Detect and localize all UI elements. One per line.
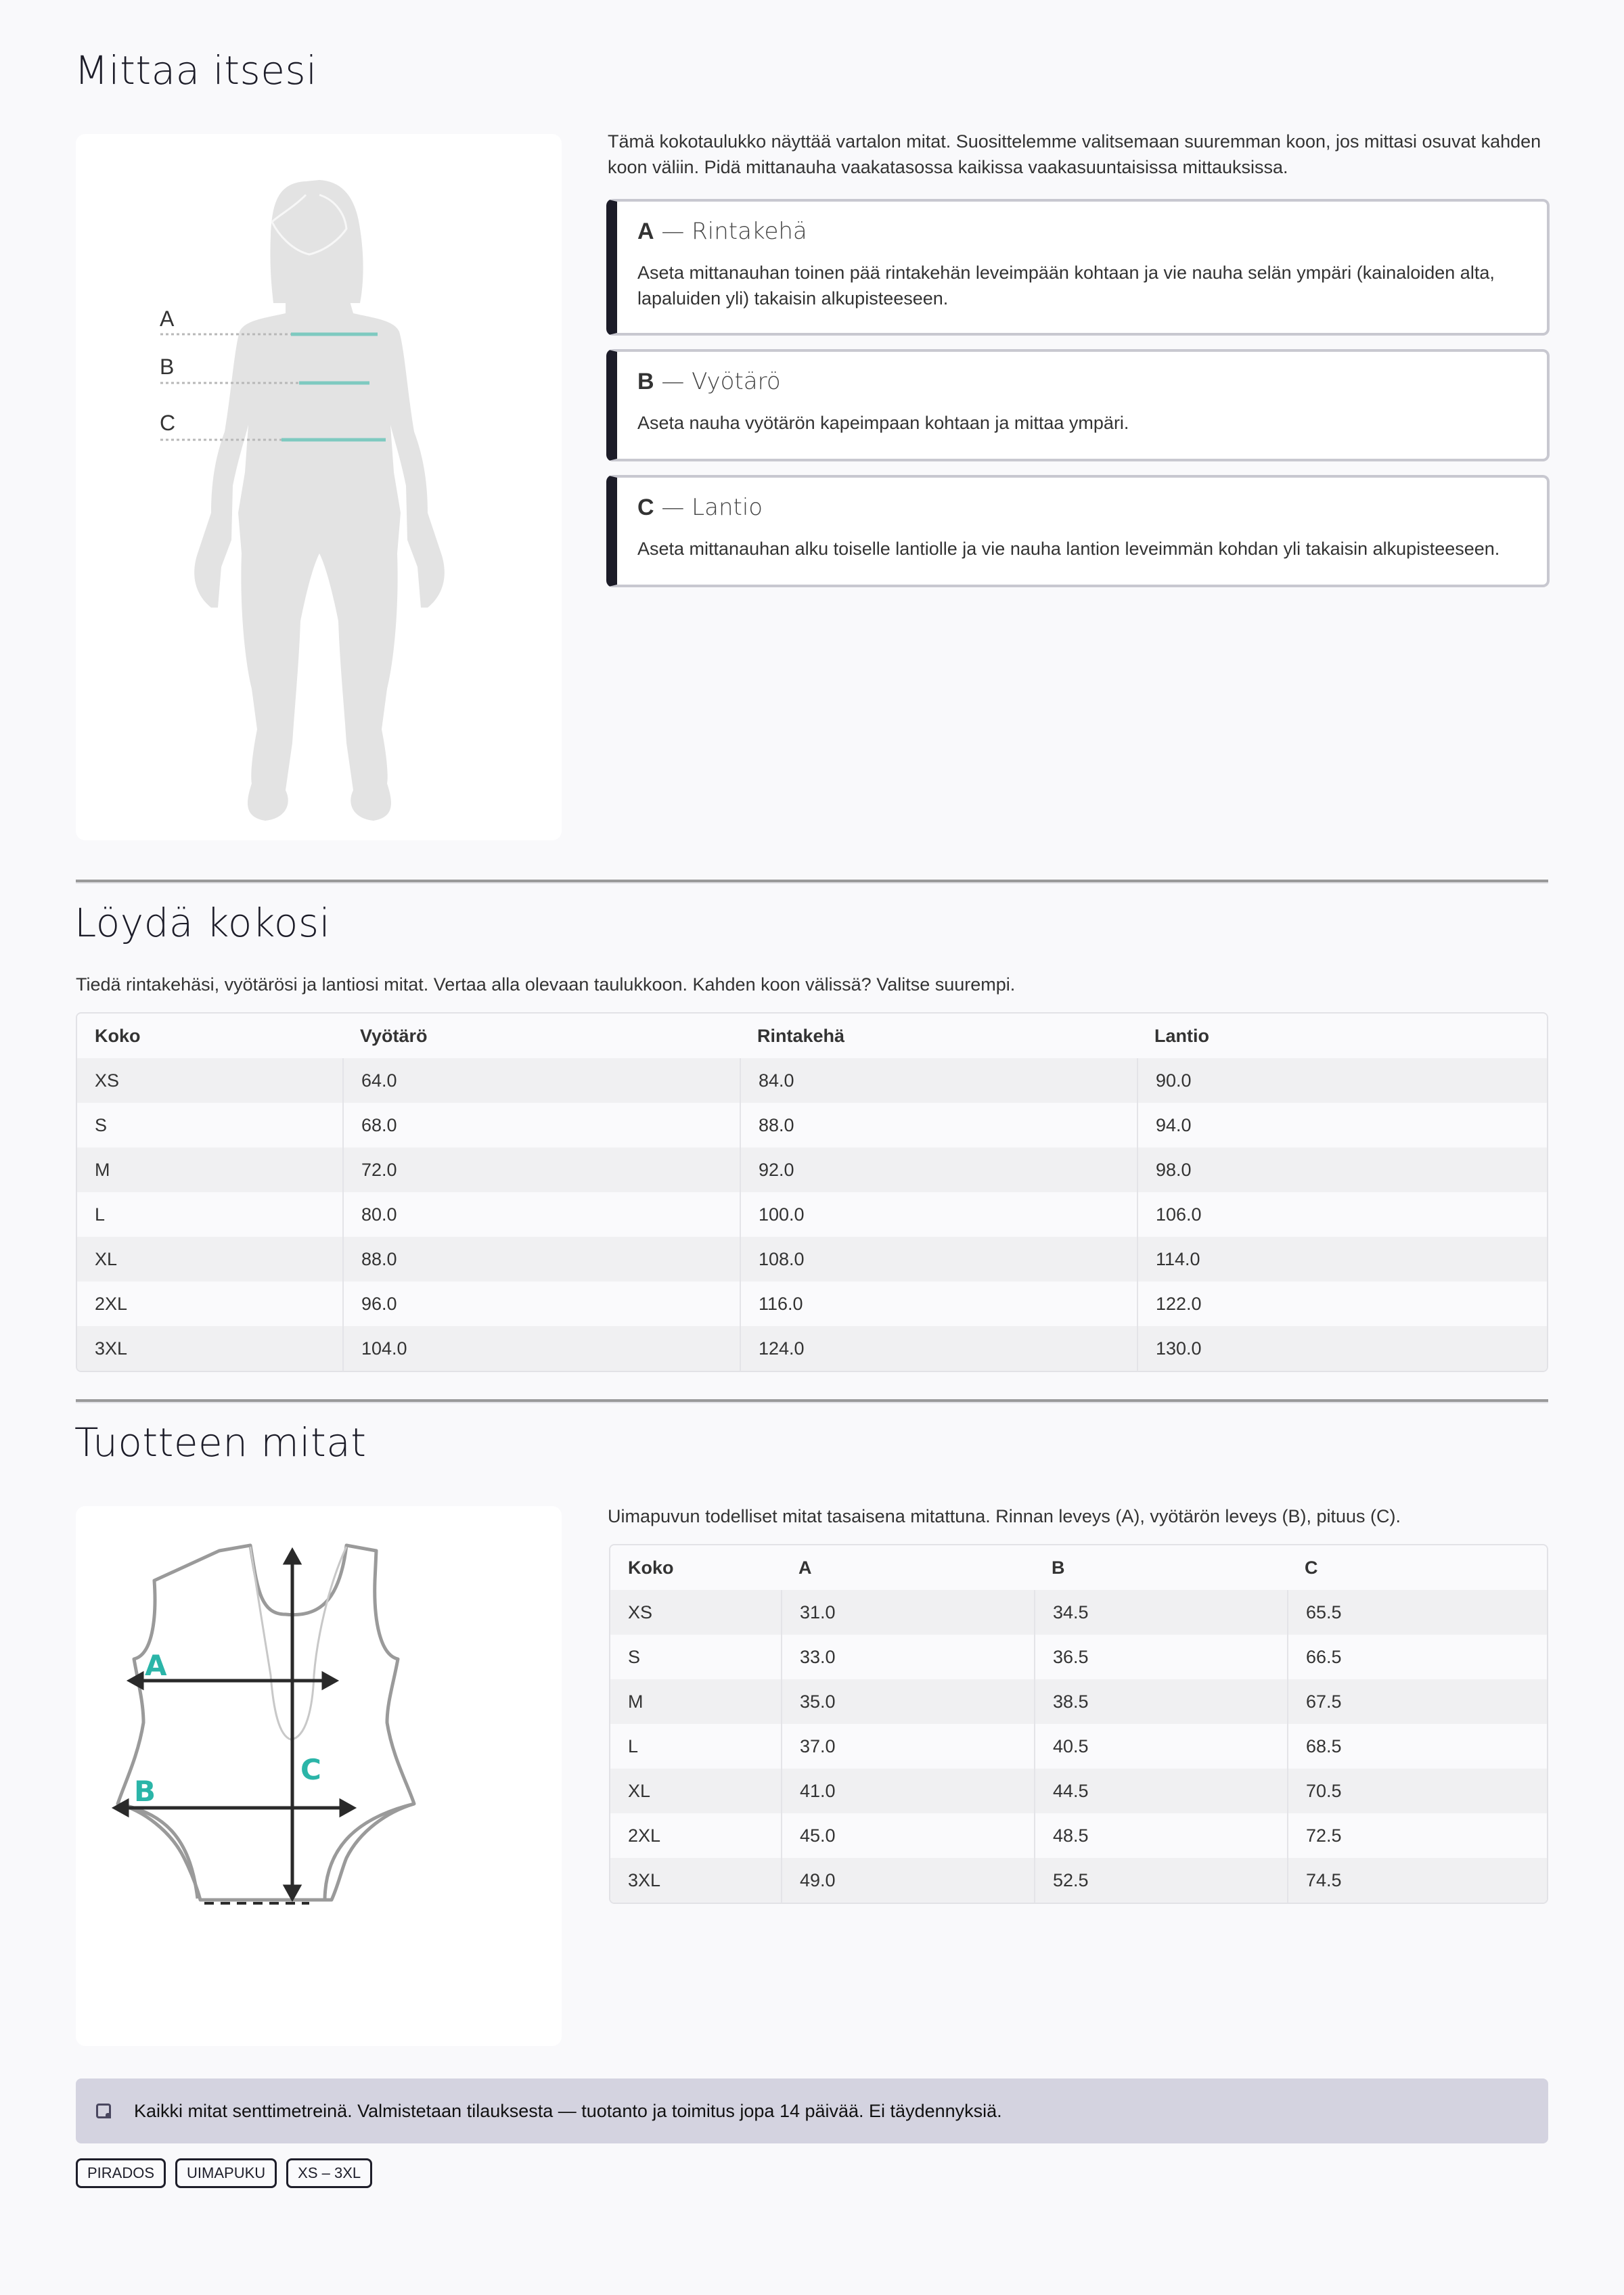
value-cell: 88.0 [342, 1237, 740, 1281]
value-cell: 72.0 [342, 1148, 740, 1192]
value-cell: 33.0 [781, 1635, 1034, 1679]
tag-brand: PIRADOS [76, 2158, 166, 2188]
value-cell: 74.5 [1287, 1858, 1547, 1903]
table-header-row [77, 1014, 1547, 1058]
value-cell: 84.0 [740, 1058, 1137, 1103]
tag-list [76, 2158, 372, 2188]
table-row [610, 1724, 1547, 1769]
value-cell: 98.0 [1137, 1148, 1547, 1192]
value-cell: 64.0 [342, 1058, 740, 1103]
value-cell: 68.0 [342, 1103, 740, 1148]
value-cell: 44.5 [1034, 1769, 1287, 1813]
size-cell: 3XL [77, 1326, 342, 1371]
size-cell: 3XL [610, 1858, 781, 1903]
size-cell: XL [77, 1237, 342, 1281]
value-cell: 122.0 [1137, 1281, 1547, 1326]
tag-size-range: XS – 3XL [286, 2158, 372, 2188]
value-cell: 108.0 [740, 1237, 1137, 1281]
value-cell: 130.0 [1137, 1326, 1547, 1371]
column-header: Koko [610, 1545, 781, 1590]
figure-label-c: C [160, 411, 176, 435]
table-row [77, 1326, 1547, 1371]
value-cell: 100.0 [740, 1192, 1137, 1237]
value-cell: 116.0 [740, 1281, 1137, 1326]
table-row [77, 1281, 1547, 1326]
table-row [77, 1058, 1547, 1103]
size-cell: S [77, 1103, 342, 1148]
measure-section-title: Mittaa itsesi [74, 47, 317, 93]
value-cell: 67.5 [1287, 1679, 1547, 1724]
measure-card-text: Aseta nauha vyötärön kapeimpaan kohtaan ja mittaa ympäri. [637, 413, 1129, 433]
section-divider [76, 880, 1548, 882]
info-note-text: Kaikki mitat senttimetreinä. Valmistetaan tilauksesta — tuotanto ja toimitus jopa 14 päivää. Ei täydennyksiä. [134, 2100, 1002, 2121]
table-row [77, 1192, 1547, 1237]
value-cell: 37.0 [781, 1724, 1034, 1769]
measure-card-title: B — Vyötärö [637, 368, 781, 395]
measure-card-a [606, 199, 1550, 336]
value-cell: 92.0 [740, 1148, 1137, 1192]
value-cell: 124.0 [740, 1326, 1137, 1371]
arrow-c [286, 1551, 299, 1899]
product-intro: Uimapuvun todelliset mitat tasaisena mitattuna. Rinnan leveys (A), vyötärön leveys (B), pituus (C). [608, 1506, 1401, 1526]
size-cell: XS [77, 1058, 342, 1103]
table-row [610, 1813, 1547, 1858]
value-cell: 31.0 [781, 1590, 1034, 1635]
table-row [610, 1590, 1547, 1635]
column-header: C [1287, 1545, 1547, 1590]
size-cell: S [610, 1635, 781, 1679]
value-cell: 48.5 [1034, 1813, 1287, 1858]
value-cell: 35.0 [781, 1679, 1034, 1724]
body-size-table [76, 1012, 1548, 1372]
value-cell: 38.5 [1034, 1679, 1287, 1724]
figure-label-c: C [300, 1753, 321, 1786]
value-cell: 40.5 [1034, 1724, 1287, 1769]
value-cell: 72.5 [1287, 1813, 1547, 1858]
sticky-note-icon [96, 2104, 111, 2118]
table-row [610, 1635, 1547, 1679]
measure-card-title: C — Lantio [637, 494, 763, 521]
size-intro: Tiedä rintakehäsi, vyötärösi ja lantiosi mitat. Vertaa alla olevaan taulukkoon. Kahden koon välissä? Valitse suurempi. [76, 974, 1016, 995]
table-row [77, 1148, 1547, 1192]
value-cell: 52.5 [1034, 1858, 1287, 1903]
figure-label-b: B [134, 1775, 156, 1808]
table-row [610, 1769, 1547, 1813]
column-header: Rintakehä [740, 1014, 1137, 1058]
figure-label-a: A [145, 1649, 167, 1682]
product-section-title: Tuotteen mitat [74, 1419, 367, 1465]
value-cell: 66.5 [1287, 1635, 1547, 1679]
value-cell: 49.0 [781, 1858, 1034, 1903]
size-cell: M [610, 1679, 781, 1724]
value-cell: 104.0 [342, 1326, 740, 1371]
value-cell: 41.0 [781, 1769, 1034, 1813]
value-cell: 45.0 [781, 1813, 1034, 1858]
value-cell: 96.0 [342, 1281, 740, 1326]
body-silhouette-illustration [76, 134, 562, 840]
figure-label-a: A [160, 306, 175, 331]
value-cell: 80.0 [342, 1192, 740, 1237]
size-cell: M [77, 1148, 342, 1192]
value-cell: 68.5 [1287, 1724, 1547, 1769]
measure-card-title: A — Rintakehä [637, 218, 807, 245]
column-header: A [781, 1545, 1034, 1590]
info-note [76, 2078, 1548, 2143]
column-header: B [1034, 1545, 1287, 1590]
value-cell: 70.5 [1287, 1769, 1547, 1813]
value-cell: 34.5 [1034, 1590, 1287, 1635]
section-divider [76, 1399, 1548, 1402]
column-header: Lantio [1137, 1014, 1547, 1058]
figure-label-b: B [160, 355, 175, 379]
value-cell: 65.5 [1287, 1590, 1547, 1635]
size-cell: 2XL [77, 1281, 342, 1326]
table-row [610, 1858, 1547, 1903]
size-cell: XL [610, 1769, 781, 1813]
measure-card-text: Aseta mittanauhan toinen pää rintakehän leveimpään kohtaan ja vie nauha selän ympäri (kainaloiden alta, lapaluiden yli) takaisin alkupisteeseen. [637, 263, 1495, 309]
table-row [77, 1237, 1547, 1281]
measure-card-b [606, 349, 1550, 461]
swimsuit-figure [76, 1506, 562, 2046]
value-cell: 94.0 [1137, 1103, 1547, 1148]
table-row [77, 1103, 1547, 1148]
measure-card-c [606, 475, 1550, 587]
column-header: Koko [77, 1014, 342, 1058]
table-row [610, 1679, 1547, 1724]
value-cell: 88.0 [740, 1103, 1137, 1148]
column-header: Vyötärö [342, 1014, 740, 1058]
product-size-table [609, 1544, 1548, 1904]
size-cell: 2XL [610, 1813, 781, 1858]
value-cell: 90.0 [1137, 1058, 1547, 1103]
size-cell: L [77, 1192, 342, 1237]
size-section-title: Löydä kokosi [74, 900, 331, 946]
measure-intro: Tämä kokotaulukko näyttää vartalon mitat. Suosittelemme valitsemaan suuremman koon, jos mittasi osuvat kahden koon väliin. Pidä mittanauha vaakatasossa kaikissa vaakasuuntaisissa mittauksissa. [608, 131, 1541, 177]
measure-card-text: Aseta mittanauhan alku toiselle lantiolle ja vie nauha lantion leveimmän kohdan yli takaisin alkupisteeseen. [637, 539, 1500, 559]
size-cell: XS [610, 1590, 781, 1635]
table-header-row [610, 1545, 1547, 1590]
swimsuit-illustration [76, 1506, 562, 2046]
value-cell: 36.5 [1034, 1635, 1287, 1679]
value-cell: 114.0 [1137, 1237, 1547, 1281]
size-cell: L [610, 1724, 781, 1769]
value-cell: 106.0 [1137, 1192, 1547, 1237]
tag-category: UIMAPUKU [175, 2158, 277, 2188]
body-measure-figure [76, 134, 562, 840]
